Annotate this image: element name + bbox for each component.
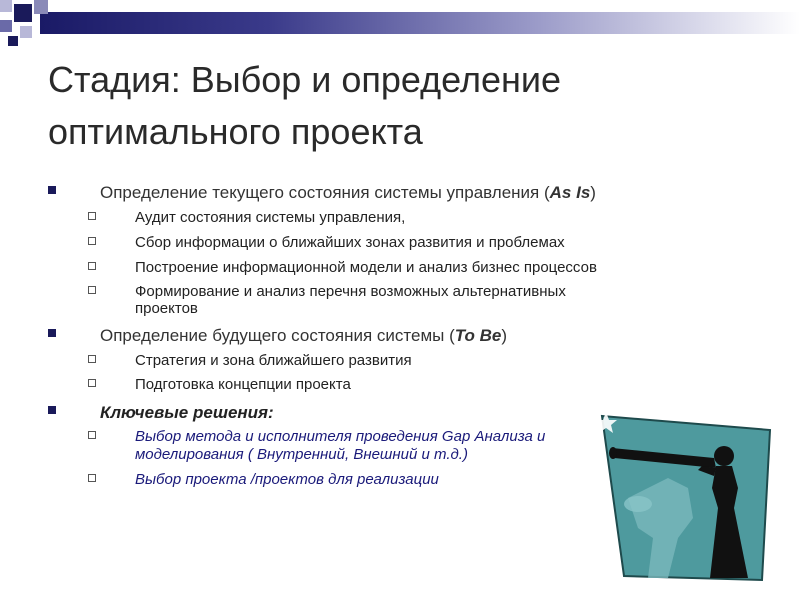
sub-item-text: Формирование и анализ перечня возможных альтернативных <box>135 283 566 300</box>
sub-item-text: Подготовка концепции проекта <box>135 376 351 393</box>
sub-item-text: проектов <box>135 300 198 317</box>
hollow-square-bullet-icon <box>88 379 96 387</box>
bullet-emphasis: Ключевые решения: <box>100 403 274 422</box>
bullet-text-end: ) <box>590 183 596 202</box>
sub-item-text: Аудит состояния системы управления, <box>135 209 406 226</box>
sub-item-text: моделирования ( Внутренний, Внешний и т.д.) <box>135 446 468 463</box>
hollow-square-bullet-icon <box>88 431 96 439</box>
sub-item-text: Стратегия и зона ближайшего развития <box>135 352 412 369</box>
sub-item-text: Выбор проекта /проектов для реализации <box>135 471 439 488</box>
hollow-square-bullet-icon <box>88 237 96 245</box>
bullet-text: Определение будущего состояния системы ( <box>100 326 455 345</box>
sub-item-text: Построение информационной модели и анализ бизнес процессов <box>135 259 597 276</box>
bullet-text-end: ) <box>501 326 507 345</box>
hollow-square-bullet-icon <box>88 212 96 220</box>
hollow-square-bullet-icon <box>88 474 96 482</box>
bullet-emphasis: As Is <box>549 183 591 202</box>
bullet-text: Определение текущего состояния системы управления ( <box>100 183 550 202</box>
telescope-icon <box>598 408 774 582</box>
title-line-1: Стадия: Выбор и определение <box>48 59 562 100</box>
telescope-clipart <box>598 408 774 582</box>
hollow-square-bullet-icon <box>88 355 96 363</box>
title-line-2: оптимального проекта <box>48 111 423 152</box>
sub-item-text: Выбор метода и исполнителя проведения Gap Анализа и <box>135 428 546 445</box>
bullet-emphasis: To Be <box>454 326 502 345</box>
square-bullet-icon <box>48 186 56 194</box>
square-bullet-icon <box>48 329 56 337</box>
sub-item-text: Сбор информации о ближайших зонах развития и проблемах <box>135 234 565 251</box>
hollow-square-bullet-icon <box>88 286 96 294</box>
square-bullet-icon <box>48 406 56 414</box>
hollow-square-bullet-icon <box>88 262 96 270</box>
